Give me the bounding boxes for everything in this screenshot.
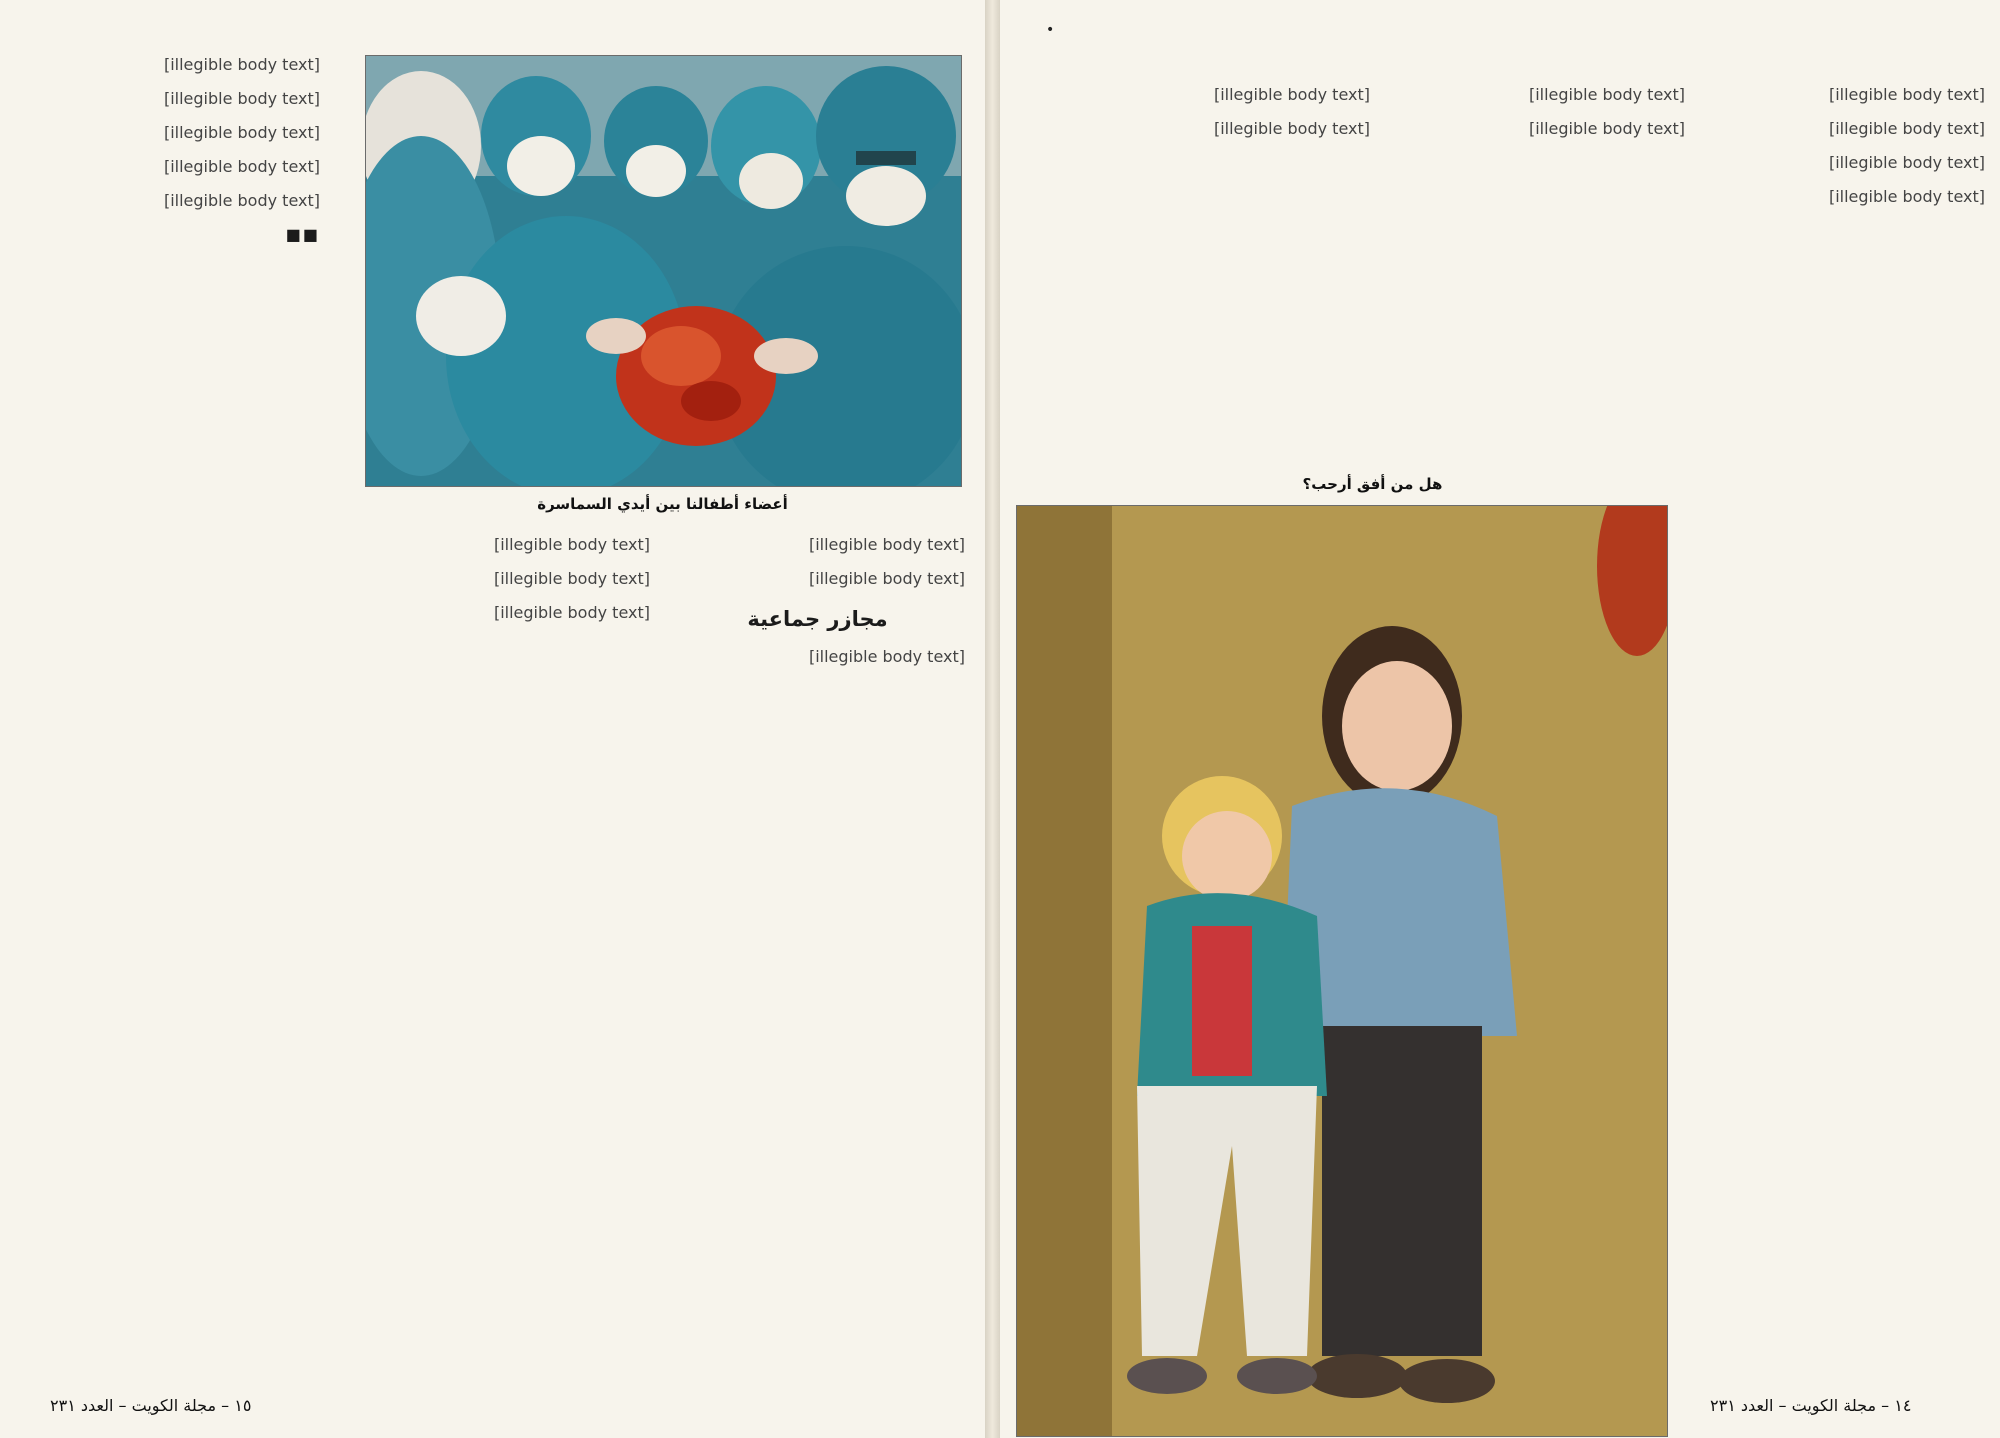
surgery-photo-image: [366, 56, 961, 486]
children-photo-image: [1017, 506, 1667, 1436]
page-gutter: [985, 0, 1000, 1438]
right-page-column-2: [1370, 80, 1685, 465]
body-text-block: [illegible body text]: [163, 191, 320, 210]
children-photo-caption: هل من أفق أرحب؟: [1302, 475, 1443, 493]
body-text-block: [illegible body text]: [163, 55, 320, 74]
body-text-block: [illegible body text]: [1213, 119, 1370, 138]
body-text-block: [illegible body text]: [808, 647, 965, 666]
article-end-mark: ■■: [285, 225, 320, 244]
left-page-footer: ١٥ – مجلة الكويت – العدد ٢٣١: [50, 1396, 252, 1415]
left-page-column-2: [350, 530, 650, 1320]
body-text-block: [illegible body text]: [1213, 85, 1370, 104]
body-text-block: [illegible body text]: [163, 123, 320, 142]
body-text-block: [illegible body text]: [163, 157, 320, 176]
body-text-block: [illegible body text]: [493, 569, 650, 588]
left-page-column-3: [670, 530, 965, 1320]
body-text-block: [illegible body text]: [1528, 85, 1685, 104]
section-subhead: مجازر جماعية: [747, 607, 888, 631]
body-text-block: [illegible body text]: [1828, 85, 1985, 104]
body-text-block: [illegible body text]: [1528, 119, 1685, 138]
body-text-block: [illegible body text]: [163, 89, 320, 108]
body-text-block: [illegible body text]: [1828, 153, 1985, 172]
left-page: [0, 0, 985, 1438]
body-text-block: [illegible body text]: [1828, 119, 1985, 138]
right-page: [1000, 0, 2000, 1438]
body-text-block: [illegible body text]: [493, 535, 650, 554]
children-photo: [1016, 505, 1668, 1437]
body-text-block: [illegible body text]: [808, 569, 965, 588]
surgery-photo-caption: أعضاء أطفالنا بين أيدي السماسرة: [537, 495, 788, 513]
body-text-block: [illegible body text]: [493, 603, 650, 622]
surgery-photo: [365, 55, 962, 487]
right-page-column-3: [1060, 80, 1370, 465]
body-text-block: [illegible body text]: [808, 535, 965, 554]
right-page-column-1: [1690, 80, 1985, 1380]
page-ornament: •: [1046, 22, 1055, 38]
body-text-block: [illegible body text]: [1828, 187, 1985, 206]
left-page-column-1: [50, 50, 320, 1350]
right-page-footer: ١٤ – مجلة الكويت – العدد ٢٣١: [1710, 1396, 1912, 1415]
